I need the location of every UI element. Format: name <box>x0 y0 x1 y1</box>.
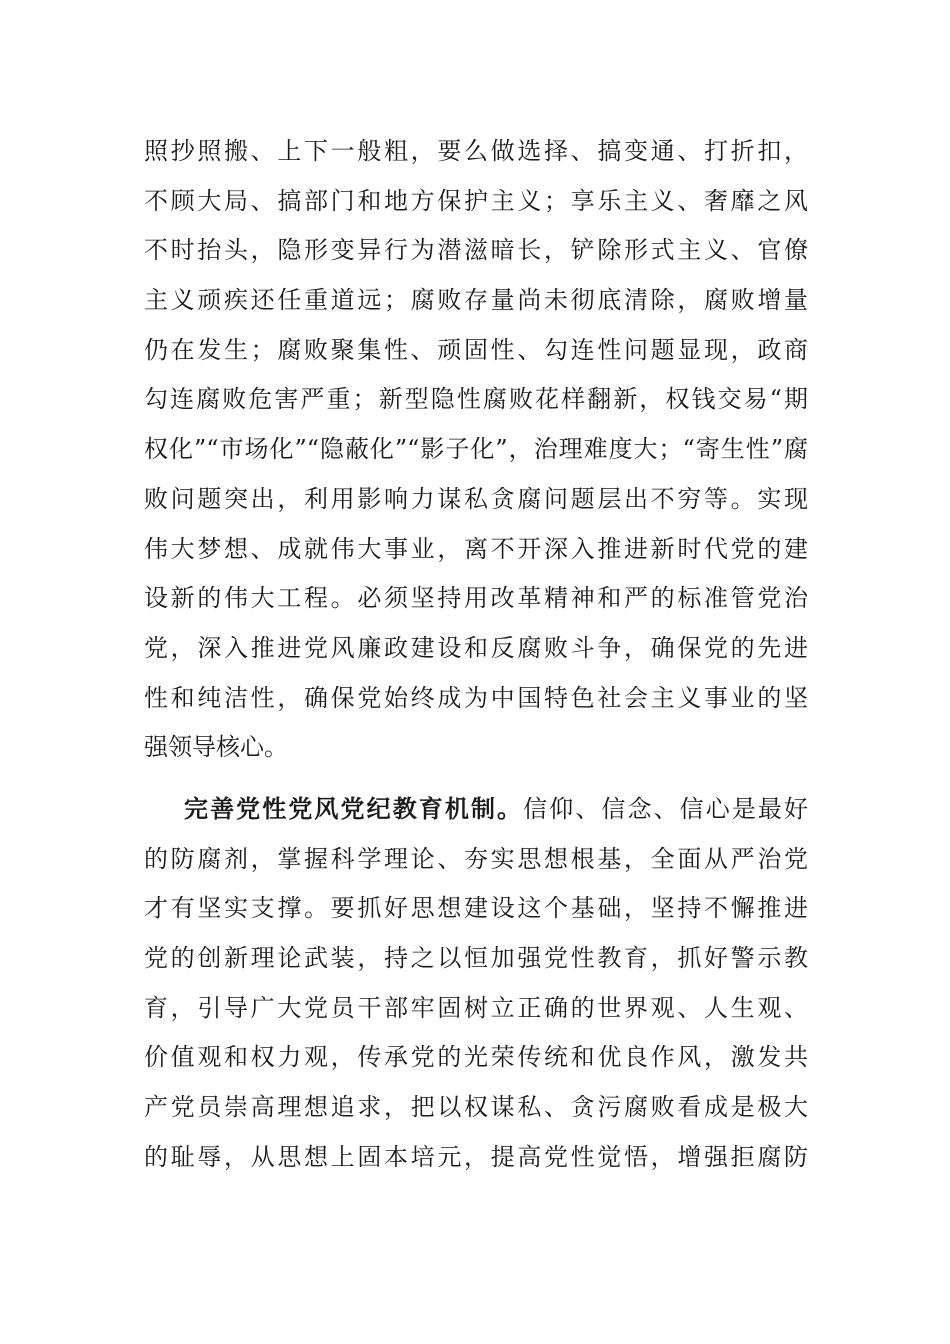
text-line: 照抄照搬、上下一般粗，要么做选择、搞变通、打折扣， <box>144 137 808 165</box>
text-line: 才有坚实支撑。要抓好思想建设这个基础，坚持不懈推进 <box>144 894 808 923</box>
text-line: 党，深入推进党风廉政建设和反腐败斗争，确保党的先进 <box>144 633 808 662</box>
paragraph-first-line <box>144 785 808 835</box>
text-line: 性和纯洁性，确保党始终成为中国特色社会主义事业的坚 <box>144 683 808 712</box>
text-line: 设新的伟大工程。必须坚持用改革精神和严的标准管党治 <box>144 584 808 613</box>
text-line: 败问题突出，利用影响力谋私贪腐问题层出不穷等。实现 <box>144 484 808 513</box>
text-line: 不顾大局、搞部门和地方保护主义；享乐主义、奢靡之风 <box>144 186 808 215</box>
text-line: 不时抬头，隐形变异行为潜滋暗长，铲除形式主义、官僚 <box>144 236 808 265</box>
text-line: 勾连腐败危害严重；新型隐性腐败花样翻新，权钱交易“期 <box>144 385 808 414</box>
text-line: 的防腐剂，掌握科学理论、夯实思想根基，全面从严治党 <box>144 844 808 873</box>
text-line: 权化”“市场化”“隐蔽化”“影子化”，治理难度大；“寄生性”腐 <box>144 435 808 464</box>
section-heading: 完善党性党风党纪教育机制。 <box>184 794 524 823</box>
text-line: 价值观和权力观，传承党的光荣传统和优良作风，激发共 <box>144 1043 808 1072</box>
text-line: 的耻辱，从思想上固本培元，提高党性觉悟，增强拒腐防 <box>144 1142 808 1171</box>
text-line: 伟大梦想、成就伟大事业，离不开深入推进新时代党的建 <box>144 534 808 563</box>
paragraph-1 <box>144 127 808 773</box>
text-line: 育，引导广大党员干部牢固树立正确的世界观、人生观、 <box>144 993 808 1022</box>
text-line: 党的创新理论武装，持之以恒加强党性教育，抓好警示教 <box>144 944 808 972</box>
text-line: 强领导核心。 <box>144 733 288 762</box>
text-line: 产党员崇高理想追求，把以权谋私、贪污腐败看成是极大 <box>144 1093 808 1122</box>
text-line: 仍在发生；腐败聚集性、顽固性、勾连性问题显现，政商 <box>144 335 808 364</box>
text-run: 信仰、信念、信心是最好 <box>523 794 808 823</box>
text-line: 主义顽疾还任重道远；腐败存量尚未彻底清除，腐败增量 <box>144 286 808 315</box>
paragraph-2 <box>144 785 808 1183</box>
document-body <box>144 127 808 1182</box>
